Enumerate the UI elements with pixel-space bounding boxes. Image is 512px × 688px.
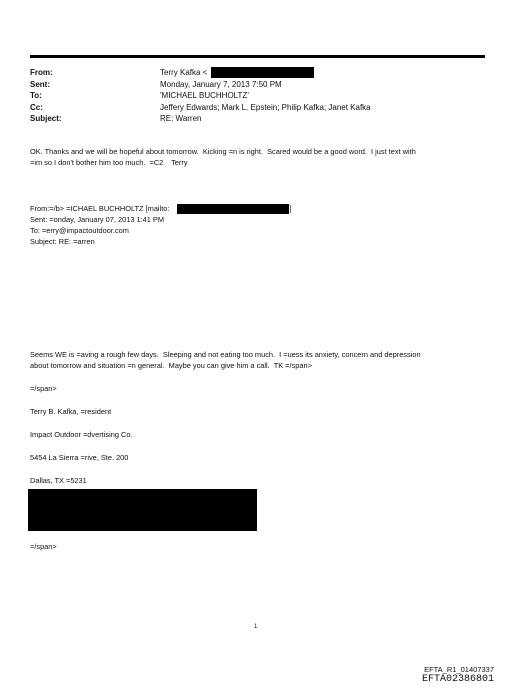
quoted-from-line <box>30 203 485 214</box>
to-label: To: <box>30 91 42 100</box>
cc-label: Cc: <box>30 102 43 112</box>
header-sent-row <box>30 79 490 91</box>
quoted-from-close: ] <box>289 204 292 213</box>
from-value: Terry Kafka < <box>160 68 208 77</box>
header-cc-row <box>30 102 490 114</box>
bates-number-1: EFTA_R1_01407337 <box>424 665 494 674</box>
header-from-row <box>30 67 490 79</box>
sent-label: Sent: <box>30 79 50 89</box>
signature-city: Dallas, TX =5231 <box>30 476 87 485</box>
email-header <box>30 67 490 125</box>
redaction-box <box>211 67 314 78</box>
subject-label: Subject: <box>30 114 62 123</box>
quoted-to-line: To: =erry@impactoutdoor.com <box>30 226 129 235</box>
body-line-2: about tomorrow and situation =n general. Maybe you can give him a call. TK =/span> <box>30 361 312 370</box>
signature-name: Terry B. Kafka, =resident <box>30 407 112 416</box>
reply-line-2: =im so I don't bother him too much. =C2 Terry <box>30 158 188 167</box>
redaction-box <box>177 204 292 214</box>
header-subject-row <box>30 113 490 125</box>
signature-address: 5454 La Sierra =rive, Ste. 200 <box>30 453 129 462</box>
quoted-sent-line: Sent: =onday, January 07, 2013 1:41 PM <box>30 215 165 224</box>
reply-line-1: OK. Thanks and we will be hopeful about tomorrow. Kicking =n is right. Scared would be a good word. I just text with <box>30 147 416 156</box>
header-to-row <box>30 90 490 102</box>
subject-value: RE: Warren <box>160 114 202 123</box>
cc-value: Jeffery Edwards; Mark L. Epstein; Philip Kafka; Janet Kafka <box>160 102 371 112</box>
from-label: From: <box>30 68 53 77</box>
page-number: 1 <box>254 624 258 630</box>
span-text-2: =/span> <box>30 542 57 551</box>
sent-value: Monday, January 7, 2013 7:50 PM <box>160 79 282 89</box>
bates-number-2: EFTA02386801 <box>421 674 494 685</box>
body-line-1: Seems WE is =aving a rough few days. Sleeping and not eating too much. I =uess its anxiety, concern and depression <box>30 350 421 359</box>
quoted-from-text: From:=/b> =ICHAEL BUCHHOLTZ [mailto: <box>30 204 170 213</box>
span-text-1: =/span> <box>30 384 57 393</box>
signature-company: Impact Outdoor =dvertising Co. <box>30 430 133 439</box>
redaction-block <box>28 489 257 531</box>
to-value: 'MICHAEL BUCHHOLTZ' <box>160 91 249 100</box>
header-rule <box>30 55 485 58</box>
quoted-subject-line: Subject: RE: =arren <box>30 237 95 246</box>
